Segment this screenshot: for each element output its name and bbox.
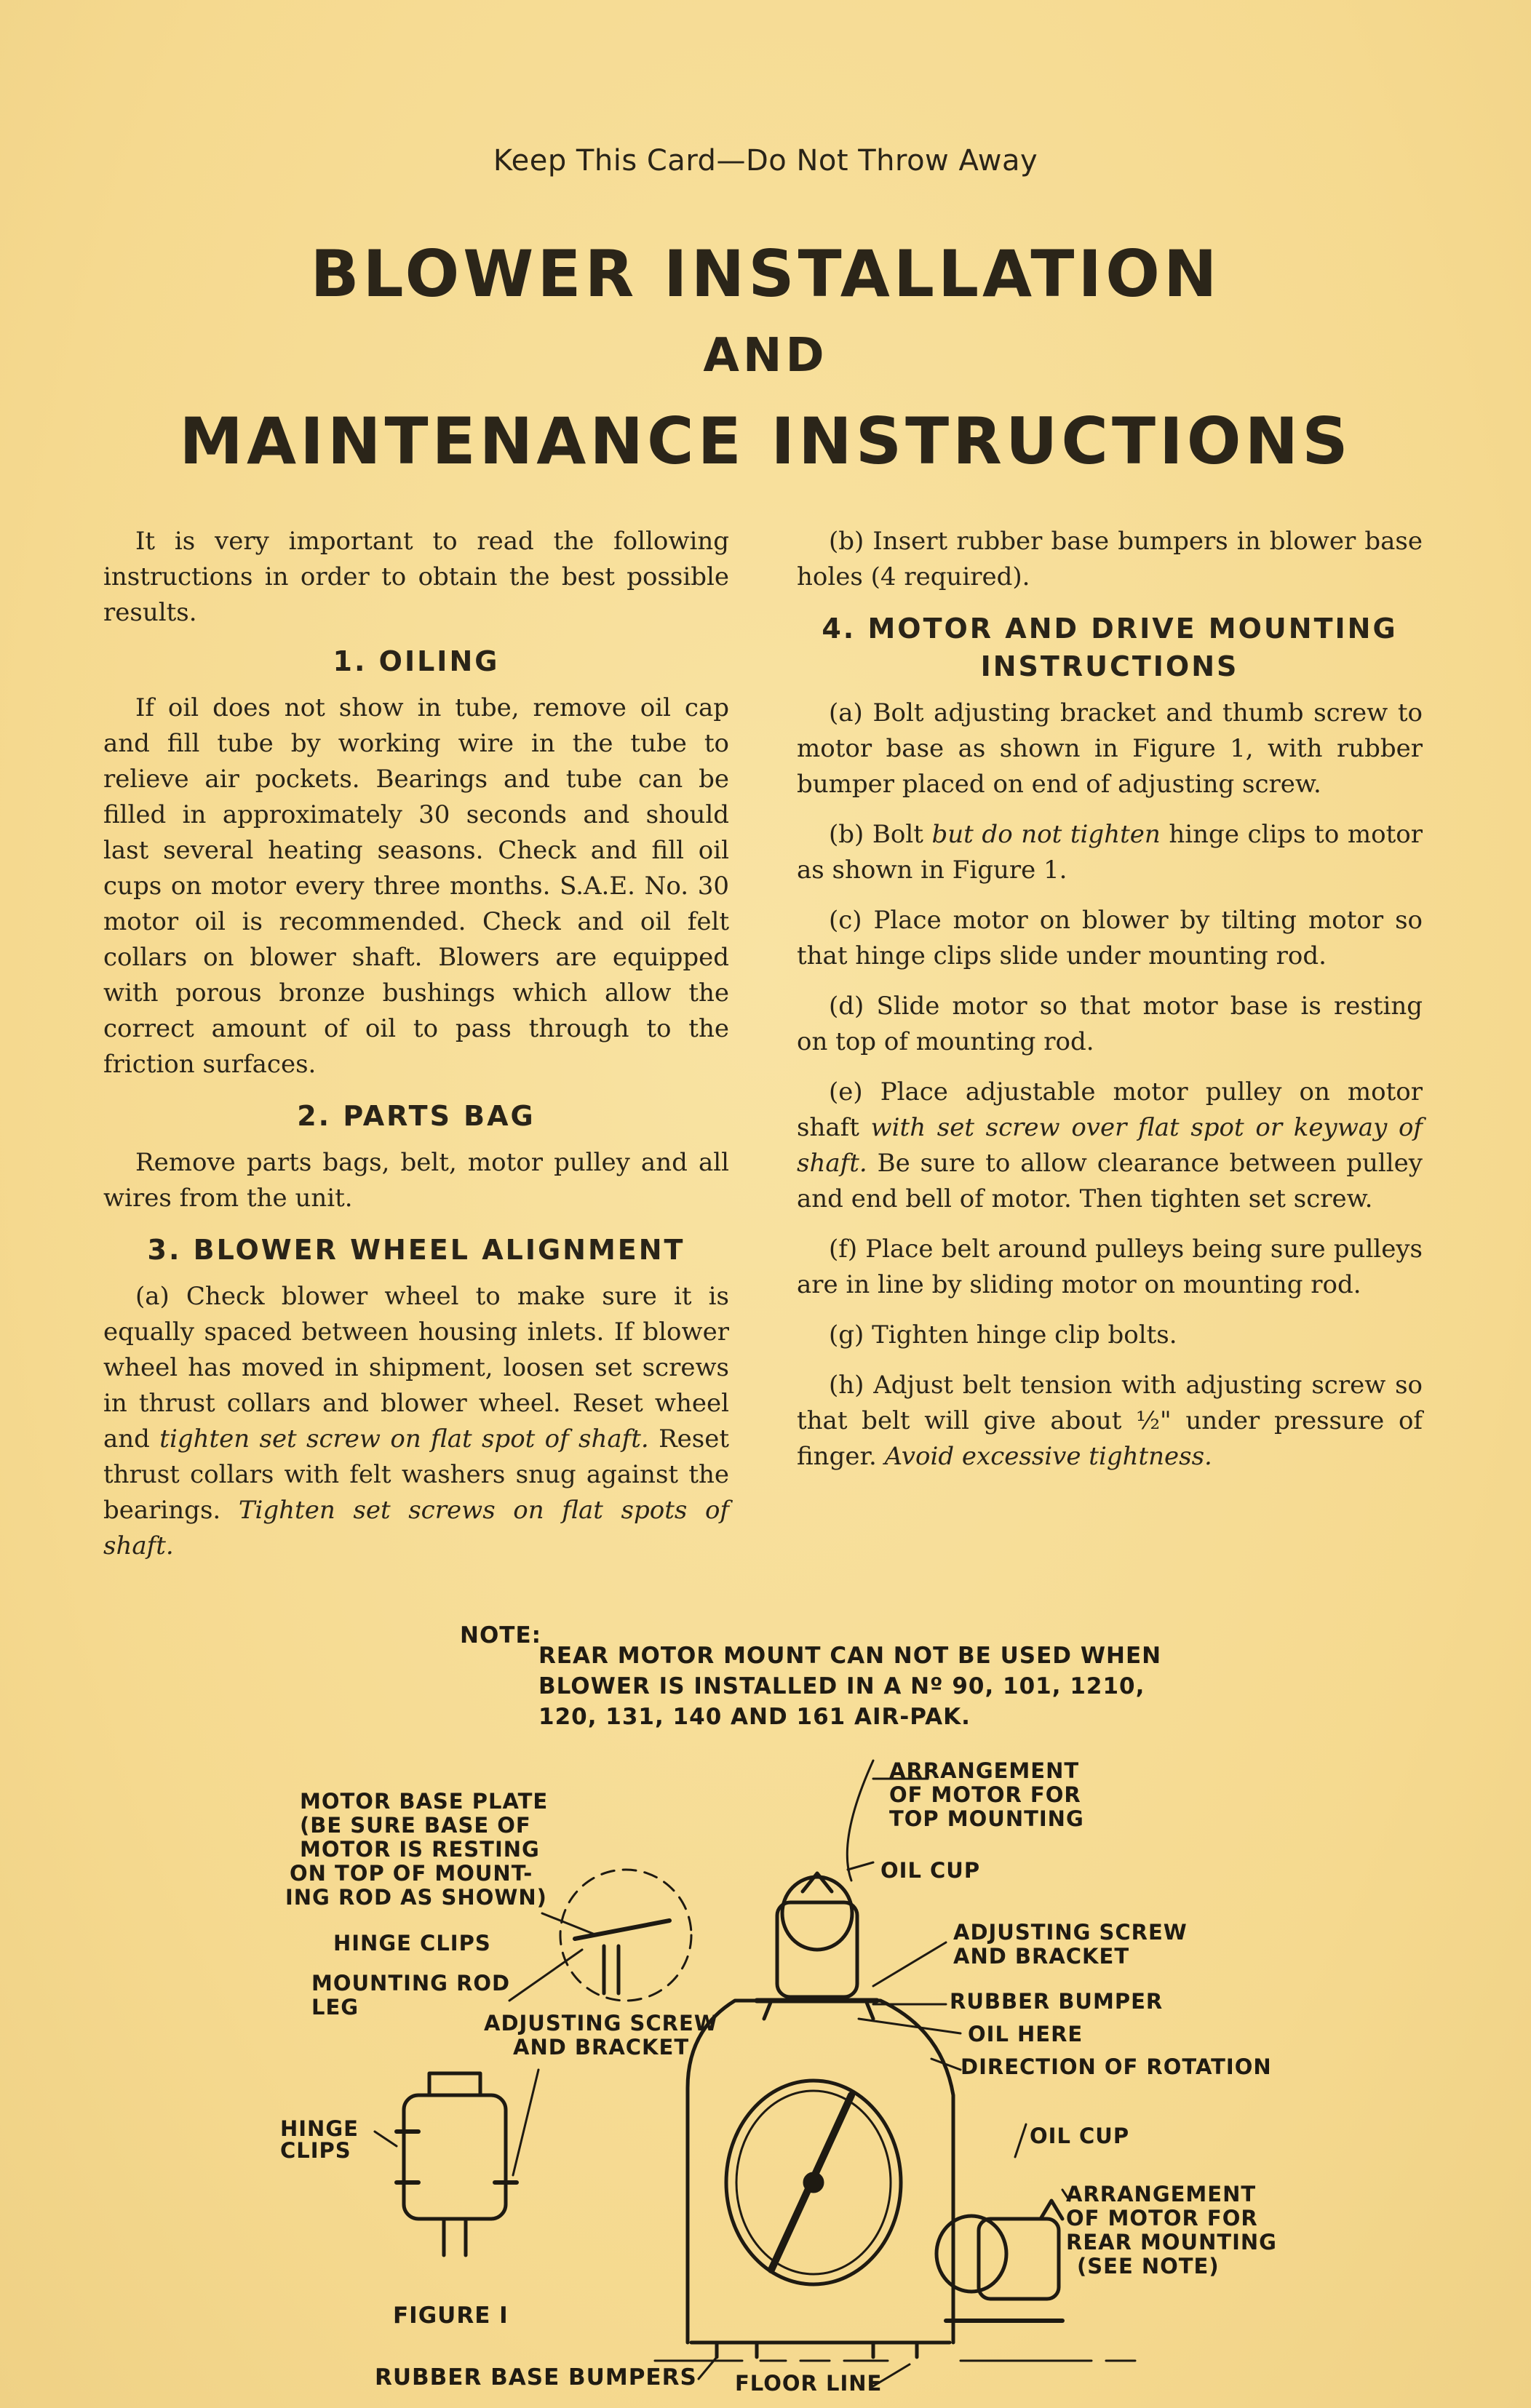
leader-adjusting-screw-left xyxy=(513,2070,538,2175)
step-b-emphasis: but do not tighten xyxy=(931,820,1161,849)
rear-motor-end-bell xyxy=(937,2216,1006,2292)
note-line-2: BLOWER IS INSTALLED IN A Nº 90, 101, 1210, xyxy=(538,1673,1145,1699)
step-e-text-1: (e) Place adjustable motor pulley on motor shaft xyxy=(797,1077,1423,1142)
section-oiling-heading: 1. OILING xyxy=(333,645,500,677)
section-wheel-alignment-b: (b) Insert rubber base bumpers in blower base holes (4 required). xyxy=(797,527,1423,591)
adjusting-screw-right-label-1: ADJUSTING SCREW xyxy=(953,1920,1188,1945)
arrangement-rear-label-2: OF MOTOR FOR xyxy=(1066,2206,1258,2230)
arrangement-rear-label-4: (SEE NOTE) xyxy=(1077,2254,1220,2279)
detail-mounting-rod xyxy=(575,1921,669,1939)
hinge-clips-figure-label-1: HINGE xyxy=(280,2116,359,2141)
arrangement-rear-label-1: ARRANGEMENT xyxy=(1066,2182,1257,2206)
note-line-3: 120, 131, 140 AND 161 AIR-PAK. xyxy=(538,1704,971,1730)
figure-1-clips xyxy=(397,2132,517,2182)
step-h-emphasis: Avoid excessive tightness. xyxy=(884,1442,1212,1471)
section-wheel-alignment-heading: 3. BLOWER WHEEL ALIGNMENT xyxy=(147,1234,685,1266)
keep-card-notice: Keep This Card—Do Not Throw Away xyxy=(493,144,1038,178)
figure-1-motor-shaft xyxy=(444,2219,466,2255)
oil-here-label: OIL HERE xyxy=(968,2022,1083,2046)
arrangement-rear-label-3: REAR MOUNTING xyxy=(1066,2230,1277,2254)
section-oiling-body: If oil does not show in tube, remove oil cap and fill tube by working wire in the tube to relieve air pockets. Bearings and tube can be filled in approximately 30 seconds and should last several heating seasons. Check and fill oil cups on motor every three months. S.A.E. No. 30 motor oil is recommended. Check and oil felt collars on blower shaft. Blowers are equipped with porous bronze bushings which allow the correct amount of oil to pass through to the friction surfaces. xyxy=(103,693,729,1079)
adjusting-screw-left-label-2: AND BRACKET xyxy=(513,2035,690,2060)
adjusting-screw-left-label-1: ADJUSTING SCREW xyxy=(484,2011,718,2036)
motor-mounting-step-c: (c) Place motor on blower by tilting motor so that hinge clips slide under mounting rod. xyxy=(797,906,1423,970)
step-b-text-1: (b) Bolt xyxy=(829,820,923,849)
detail-leg xyxy=(604,1946,619,1993)
section-parts-bag-body: Remove parts bags, belt, motor pulley and all wires from the unit. xyxy=(103,1148,729,1213)
figure-1-motor-top xyxy=(429,2073,480,2095)
motor-mounting-step-f: (f) Place belt around pulleys being sure pulleys are in line by sliding motor on mounting rod. xyxy=(797,1235,1423,1299)
figure-1-caption: FIGURE I xyxy=(393,2303,509,2329)
motor-base-plate-label-3: MOTOR IS RESTING xyxy=(300,1837,540,1862)
intro-paragraph: It is very important to read the following instructions in order to obtain the best possible results. xyxy=(103,527,729,627)
rubber-base-bumpers-label: RUBBER BASE BUMPERS xyxy=(375,2364,697,2391)
wheel-alignment-emphasis-2: Tighten set screws on flat spots of shaft. xyxy=(103,1496,730,1560)
leader-oil-cup-top xyxy=(848,1862,873,1870)
blower-line-drawing xyxy=(0,1622,1531,2408)
leader-oil-here xyxy=(859,2019,961,2033)
motor-mounting-step-a: (a) Bolt adjusting bracket and thumb screw to motor base as shown in Figure 1, with rubber bumper placed on end of adjusting screw. xyxy=(797,698,1423,799)
motor-base-plate-label-2: (BE SURE BASE OF xyxy=(300,1813,531,1838)
wheel-alignment-emphasis-1: tighten set screw on flat spot of shaft. xyxy=(159,1424,649,1454)
motor-mounting-heading-line-2: INSTRUCTIONS xyxy=(980,650,1239,682)
section-wheel-alignment-a xyxy=(103,1279,729,1564)
arrangement-top-label-1: ARRANGEMENT xyxy=(889,1758,1080,1783)
note-line-1: REAR MOTOR MOUNT CAN NOT BE USED WHEN xyxy=(538,1643,1162,1669)
hinge-clips-figure-label-2: CLIPS xyxy=(280,2138,351,2163)
rear-motor-oil-cup xyxy=(1041,2201,1062,2219)
arrangement-top-label-2: OF MOTOR FOR xyxy=(889,1782,1081,1807)
hinge-clips-label: HINGE CLIPS xyxy=(333,1931,491,1955)
motor-base-plate-label-4: ON TOP OF MOUNT- xyxy=(290,1861,533,1886)
adjusting-screw-right-label-2: AND BRACKET xyxy=(953,1944,1130,1969)
step-b-text-2: hinge clips to motor as shown in Figure 1. xyxy=(797,820,1423,885)
motor-base-plate-label-5: ING ROD AS SHOWN) xyxy=(285,1885,547,1910)
rubber-bumper-label: RUBBER BUMPER xyxy=(950,1989,1164,2014)
motor-mounting-step-b xyxy=(797,817,1423,888)
blower-hub xyxy=(805,2174,822,2191)
floor-line-label: FLOOR LINE xyxy=(735,2371,883,2396)
wheel-alignment-text-2: Reset thrust collars with felt washers snug against the bearings. xyxy=(103,1424,730,1525)
motor-mounting-step-d: (d) Slide motor so that motor base is resting on top of mounting rod. xyxy=(797,992,1423,1056)
leader-motor-base-plate xyxy=(542,1913,597,1935)
top-motor-oil-cup xyxy=(803,1873,832,1891)
motor-mounting-step-e xyxy=(797,1075,1423,1217)
wheel-alignment-text-1: (a) Check blower wheel to make sure it is equally spaced between housing inlets. If blower wheel has moved in shipment, loosen set screws in thrust collars and blower wheel. Reset wheel and xyxy=(103,1282,729,1454)
left-column xyxy=(103,524,729,1579)
top-motor-feet xyxy=(764,2001,873,2019)
leader-hinge-clips-figure xyxy=(375,2132,397,2146)
step-h-text: (h) Adjust belt tension with adjusting screw so that belt will give about ½" under pressure of finger. xyxy=(797,1371,1423,1471)
leader-adjusting-screw-right xyxy=(873,1942,946,1986)
step-e-text-2: Be sure to allow clearance between pulley and end bell of motor. Then tighten set screw. xyxy=(797,1149,1423,1213)
motor-mounting-step-g: (g) Tighten hinge clip bolts. xyxy=(829,1320,1177,1349)
oil-cup-top-label: OIL CUP xyxy=(880,1858,981,1883)
motor-mounting-heading-line-1: 4. MOTOR AND DRIVE MOUNTING xyxy=(822,613,1398,645)
figure-1-motor-body xyxy=(404,2095,506,2219)
leg-label: LEG xyxy=(311,1995,359,2020)
leader-oil-cup-rear xyxy=(1015,2124,1026,2157)
direction-rotation-label: DIRECTION OF ROTATION xyxy=(961,2054,1272,2079)
section-parts-bag-heading: 2. PARTS BAG xyxy=(297,1100,536,1132)
title-line-2: AND xyxy=(703,329,828,383)
note-label: NOTE: xyxy=(460,1622,542,1648)
motor-base-plate-label-1: MOTOR BASE PLATE xyxy=(300,1789,549,1814)
blower-diagram xyxy=(0,1622,1531,2408)
mounting-rod-label: MOUNTING ROD xyxy=(311,1971,511,1996)
title-line-1: BLOWER INSTALLATION xyxy=(310,236,1221,311)
detail-callout-circle xyxy=(560,1870,691,2001)
section-motor-mounting-heading xyxy=(797,610,1423,685)
arrangement-top-label-3: TOP MOUNTING xyxy=(889,1806,1084,1831)
motor-mounting-step-h xyxy=(797,1368,1423,1475)
right-column xyxy=(797,524,1423,1489)
oil-cup-rear-label: OIL CUP xyxy=(1030,2124,1130,2148)
title-line-3: MAINTENANCE INSTRUCTIONS xyxy=(179,404,1352,479)
top-motor-end-bell xyxy=(782,1877,852,1950)
leader-hinge-clips xyxy=(509,1950,582,2001)
step-e-emphasis: with set screw over flat spot or keyway of shaft. xyxy=(797,1113,1423,1178)
base-bumpers xyxy=(717,2343,917,2357)
